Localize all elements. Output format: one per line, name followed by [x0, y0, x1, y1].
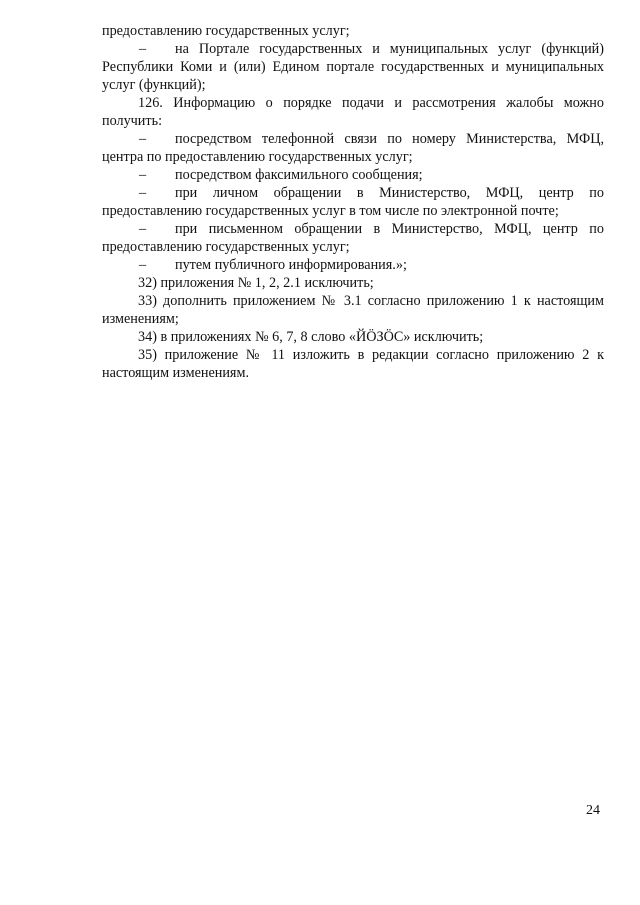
- dash-marker: –: [139, 185, 147, 201]
- list-item-text: посредством телефонной связи по номеру Министерства, МФЦ, центра по предоставлению государственных услуг;: [102, 131, 604, 165]
- document-body: [102, 22, 604, 382]
- paragraph-32: 32) приложения № 1, 2, 2.1 исключить;: [138, 275, 374, 291]
- dash-marker: –: [139, 221, 147, 237]
- list-item-portal: [102, 40, 604, 94]
- list-item-text: путем публичного информирования.»;: [175, 257, 407, 273]
- list-item-personal: [102, 184, 604, 220]
- list-item-written: [102, 220, 604, 256]
- list-item-fax: [102, 166, 604, 184]
- paragraph-35: 35) приложение № 11 изложить в редакции согласно приложению 2 к настоящим изменениям.: [102, 347, 604, 381]
- list-item-public: [102, 256, 604, 274]
- list-item-text: при личном обращении в Министерство, МФЦ, центр по предоставлению государственных услуг в том числе по электронной почте;: [102, 185, 604, 219]
- paragraph-33: 33) дополнить приложением № 3.1 согласно приложению 1 к настоящим изменениям;: [102, 293, 604, 327]
- list-item-phone: [102, 130, 604, 166]
- list-item-text: при письменном обращении в Министерство, МФЦ, центр по предоставлению государственных услуг;: [102, 221, 604, 255]
- paragraph-34: 34) в приложениях № 6, 7, 8 слово «ЙÖЗÖС» исключить;: [138, 329, 484, 345]
- page-number: 24: [586, 803, 600, 818]
- list-item-text: на Порталe государственных и муниципальных услуг (функций) Республики Коми и (или) Едином портале государственных и муниципальных услуг (функций);: [102, 41, 604, 93]
- dash-marker: –: [139, 41, 147, 57]
- dash-marker: –: [139, 167, 147, 183]
- list-item-text: посредством факсимильного сообщения;: [175, 167, 423, 183]
- paragraph-126: 126. Информацию о порядке подачи и рассмотрения жалобы можно получить:: [102, 95, 604, 129]
- text-line-continuation: предоставлению государственных услуг;: [102, 23, 350, 39]
- dash-marker: –: [139, 131, 147, 147]
- dash-marker: –: [139, 257, 147, 273]
